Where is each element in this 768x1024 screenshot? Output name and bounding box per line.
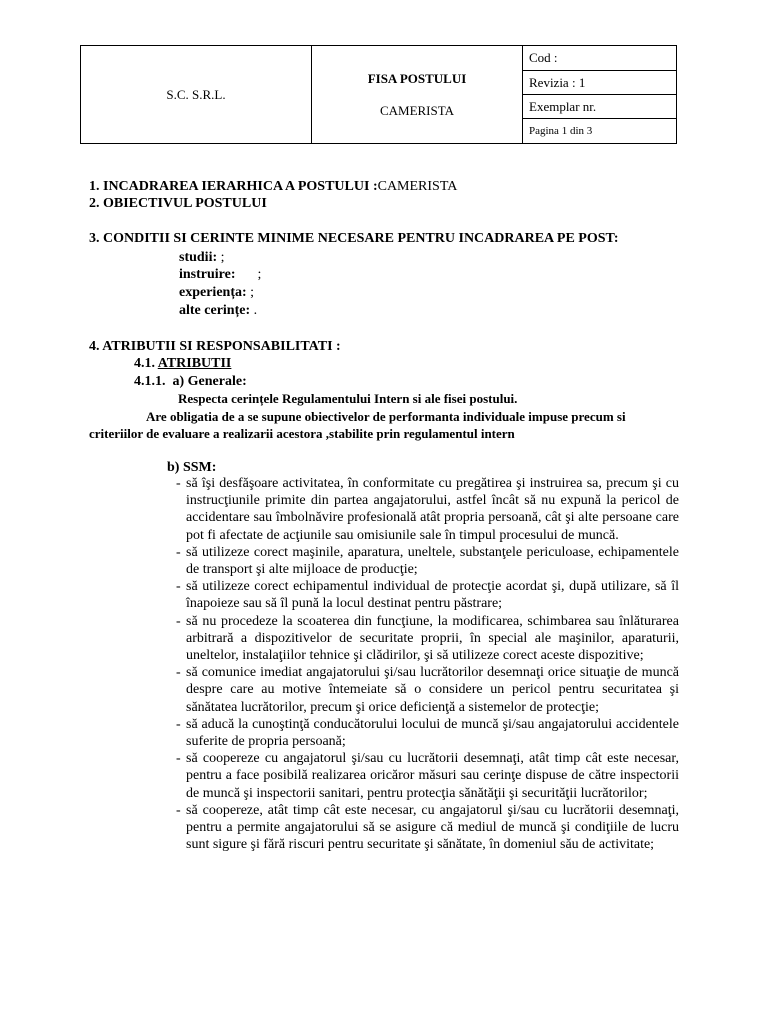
document-title-cell <box>312 46 523 144</box>
section-4-label: 4. ATRIBUTII SI RESPONSABILITATI : <box>89 339 341 354</box>
subsection-4-1 <box>134 355 231 372</box>
instruire-value: ; <box>257 267 262 282</box>
ssm-item: - să coopereze cu angajatorul şi/sau cu lucrătorii desemnaţi, atât timp cât este necesar, pentru a face posibilă realizarea oricăror măsuri sau cerinţe dispuse de către inspectorii de muncă şi inspectorii sanitari, pentru protecţia sănătăţii şi securităţii lucrătorilor; <box>176 751 679 801</box>
experienta-value: ; <box>246 285 255 300</box>
ssm-item-text: să îşi desfăşoare activitatea, în conformitate cu pregătirea şi instruirea sa, precum şi cu instrucţiunile primite din partea angajatorului, astfel încât să nu expună la pericol de accidentare sau îmbolnăvire profesională atât propria persoană, cât şi alte persoane care pot fi afectate de acţiunile sau omisiunile sale în timpul procesului de muncă. <box>186 476 679 543</box>
studii-value: ; <box>217 250 225 265</box>
alte-cerinte-label: alte cerințe: <box>179 303 251 318</box>
general-line-1: Respecta cerințele Regulamentului Intern si ale fisei postului. <box>178 391 518 406</box>
ssm-item-text: să coopereze cu angajatorul şi/sau cu lucrătorii desemnaţi, atât timp cât este necesar, pentru a face posibilă realizarea oricăror măsuri sau cerinţe dispuse de către inspectorii de muncă şi inspectorii sanitari, pentru protecţia sănătăţii şi securităţii lucrătorilor; <box>186 751 679 801</box>
cod-field: Cod : <box>523 46 677 71</box>
section-1-label: 1. INCADRAREA IERARHICA A POSTULUI : <box>89 179 378 194</box>
subsection-4-1-title: ATRIBUTII <box>157 356 232 371</box>
ssm-item-text: să coopereze, atât timp cât este necesar, cu angajatorul şi/sau cu lucrătorii desemnaţi, pentru a permite angajatorului să se asigure că mediul de muncă şi condiţiile de lucru sunt sigure şi fără riscuri pentru securitate şi sănătate, în domeniul său de activitate; <box>186 802 679 853</box>
ssm-item-text: să utilizeze corect maşinile, aparatura, uneltele, substanţele periculoase, echipamentele de transport şi alte mijloace de producţie; <box>186 544 679 578</box>
ssm-item: - să comunice imediat angajatorului şi/sau lucrătorilor desemnaţi orice situaţie de muncă despre care au motive întemeiate să o considere un pericol pentru securitatea şi sănătatea lucrătorilor, precum şi orice deficienţă a sistemelor de protecţie; <box>176 665 679 715</box>
ssm-list <box>176 475 679 853</box>
revision-field: Revizia : 1 <box>523 71 677 95</box>
instruire-label: instruire: <box>179 267 236 282</box>
section-3-label: 3. CONDITII SI CERINTE MINIME NECESARE PENTRU INCADRAREA PE POST: <box>89 231 619 246</box>
document-header-table <box>80 45 677 144</box>
company-name: S.C. S.R.L. <box>81 46 312 144</box>
alte-cerinte-value: . <box>250 303 258 318</box>
subsection-4-1-number: 4.1. <box>134 356 155 371</box>
ssm-item-text: să comunice imediat angajatorului şi/sau lucrătorilor desemnaţi orice situaţie de muncă despre care au motive întemeiate să o considere un pericol pentru securitatea şi sănătatea lucrătorilor, precum şi orice deficienţă a sistemelor de protecţie; <box>186 665 679 715</box>
ssm-label: b) SSM: <box>167 460 217 475</box>
experienta-row <box>179 284 254 301</box>
ssm-item: - să coopereze, atât timp cât este necesar, cu angajatorul şi/sau cu lucrătorii desemnaţi, pentru a permite angajatorului să se asigure că mediul de muncă şi condiţiile de lucru sunt sigure şi fără riscuri pentru securitate şi sănătate, în domeniul său de activitate; <box>176 802 679 853</box>
studii-row <box>179 249 225 266</box>
subsection-4-1-1 <box>134 373 247 390</box>
subsection-4-1-1-number: 4.1.1. <box>134 374 166 389</box>
page-number-field: Pagina 1 din 3 <box>523 119 677 144</box>
ssm-item: - să utilizeze corect echipamentul individual de protecţie acordat şi, după utilizare, să îl înapoieze sau să îl pună la locul destinat pentru păstrare; <box>176 579 679 612</box>
ssm-item-text: să aducă la cunoştinţă conducătorului locului de muncă şi/sau angajatorului accidentele suferite de propria persoană; <box>186 716 679 750</box>
copy-number-field: Exemplar nr. <box>523 95 677 119</box>
section-1-value: CAMERISTA <box>377 179 458 194</box>
general-line-2: Are obligatia de a se supune obiectivelor de performanta individuale impuse precum si <box>146 409 626 424</box>
ssm-item: - să nu procedeze la scoaterea din funcţiune, la modificarea, schimbarea sau înlăturarea arbitrară a dispozitivelor de securitate proprii, în special ale maşinilor, aparaturii, uneltelor, instalaţiilor tehnice şi clădirilor, şi să utilizeze corect aceste dispozitive; <box>176 613 679 664</box>
ssm-item: - să aducă la cunoştinţă conducătorului locului de muncă şi/sau angajatorului accidentele suferite de propria persoană; <box>176 716 679 750</box>
experienta-label: experiența: <box>179 285 247 300</box>
job-title: CAMERISTA <box>379 102 455 118</box>
section-1 <box>89 178 457 195</box>
ssm-item: - să îşi desfăşoare activitatea, în conformitate cu pregătirea şi instruirea sa, precum şi cu instrucţiunile primite din partea angajatorului, astfel încât să nu expună la pericol de accidentare sau îmbolnăvire profesională atât propria persoană, cât şi alte persoane care pot fi afectate de acţiunile sau omisiunile sale în timpul procesului de muncă. <box>176 476 679 543</box>
instruire-row <box>179 266 261 283</box>
section-2-label: 2. OBIECTIVUL POSTULUI <box>89 196 267 211</box>
ssm-item-text: să utilizeze corect echipamentul individual de protecţie acordat şi, după utilizare, să îl înapoieze sau să îl pună la locul destinat pentru păstrare; <box>186 579 679 612</box>
ssm-item-text: să nu procedeze la scoaterea din funcţiune, la modificarea, schimbarea sau înlăturarea arbitrară a dispozitivelor de securitate proprii, în special ale maşinilor, aparaturii, uneltelor, instalaţiilor tehnice şi clădirilor, şi să utilizeze corect aceste dispozitive; <box>186 613 679 664</box>
general-label: a) Generale: <box>172 374 247 389</box>
general-line-3: criteriilor de evaluare a realizarii acestora ,stabilite prin regulamentul intern <box>89 426 515 441</box>
studii-label: studii: <box>179 250 218 265</box>
ssm-item: - să utilizeze corect maşinile, aparatura, uneltele, substanţele periculoase, echipamentele de transport şi alte mijloace de producţie; <box>176 544 679 578</box>
document-title: FISA POSTULUI <box>367 70 467 86</box>
alte-cerinte-row <box>179 302 257 319</box>
